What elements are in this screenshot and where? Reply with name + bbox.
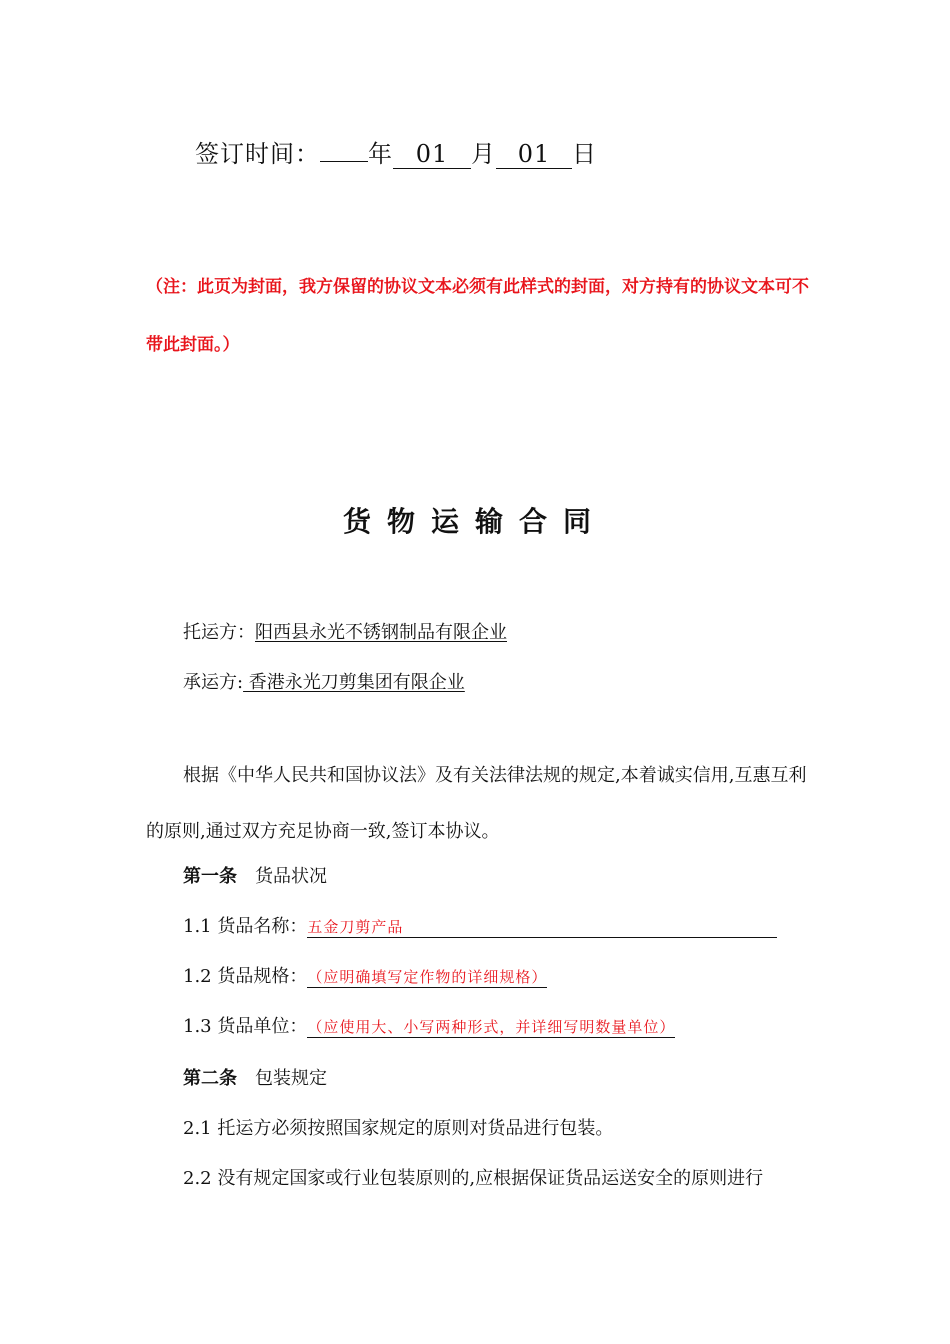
- contract-title: 货物运输合同: [342, 505, 607, 538]
- month-unit: 月: [471, 140, 496, 168]
- goods-unit-value: （应使用大、小写两种形式，并详细写明数量单位）: [307, 1018, 676, 1036]
- goods-unit-field[interactable]: [307, 1016, 675, 1038]
- item-1-3: [183, 1012, 675, 1038]
- item-label: 货品规格：: [217, 966, 308, 987]
- goods-name-field[interactable]: [307, 916, 777, 938]
- article-1-heading: [183, 862, 327, 888]
- item-2-1: [183, 1114, 613, 1140]
- item-1-1: [183, 912, 777, 938]
- year-unit: 年: [368, 140, 393, 168]
- shipper-line: [183, 618, 507, 644]
- item-2-2: [183, 1164, 763, 1190]
- goods-spec-field[interactable]: [307, 966, 547, 988]
- signing-date-label: 签订时间：: [195, 140, 320, 168]
- shipper-value: 阳西县永光不锈钢制品有限企业: [255, 622, 507, 643]
- article-2-number: 第二条: [183, 1068, 237, 1089]
- carrier-value: 香港永光刀剪集团有限企业: [243, 672, 465, 693]
- item-1-2: [183, 962, 547, 988]
- cover-note: （注：此页为封面，我方保留的协议文本必须有此样式的封面，对方持有的协议文本可不带此封面。）: [146, 277, 809, 355]
- goods-name-value: 五金刀剪产品: [307, 918, 404, 936]
- item-label: 货品单位：: [217, 1016, 308, 1037]
- carrier-line: [183, 668, 465, 694]
- month-field[interactable]: 01: [393, 140, 471, 169]
- carrier-label: 承运方:: [183, 672, 244, 693]
- day-field[interactable]: 01: [496, 140, 572, 169]
- item-number: 1.2: [183, 966, 212, 987]
- article-1-number: 第一条: [183, 866, 237, 887]
- article-2-heading: [183, 1064, 327, 1090]
- item-number: 1.1: [183, 916, 212, 937]
- item-text: 没有规定国家或行业包装原则的,应根据保证货品运送安全的原则进行: [217, 1168, 764, 1189]
- intro-paragraph: 根据《中华人民共和国协议法》及有关法律法规的规定,本着诚实信用,互惠互利的原则,通过双方充足协商一致,签订本协议。: [146, 765, 807, 842]
- shipper-label: 托运方：: [183, 622, 255, 643]
- article-2-name: 包装规定: [255, 1068, 327, 1089]
- article-1-name: 货品状况: [255, 866, 327, 887]
- item-number: 2.2: [183, 1168, 212, 1189]
- item-number: 1.3: [183, 1016, 212, 1037]
- year-field[interactable]: [320, 133, 368, 162]
- item-number: 2.1: [183, 1118, 212, 1139]
- item-text: 托运方必须按照国家规定的原则对货品进行包装。: [217, 1118, 614, 1139]
- day-unit: 日: [572, 140, 597, 168]
- item-label: 货品名称：: [217, 916, 308, 937]
- signing-date: [195, 133, 597, 169]
- goods-spec-value: （应明确填写定作物的详细规格）: [307, 968, 548, 986]
